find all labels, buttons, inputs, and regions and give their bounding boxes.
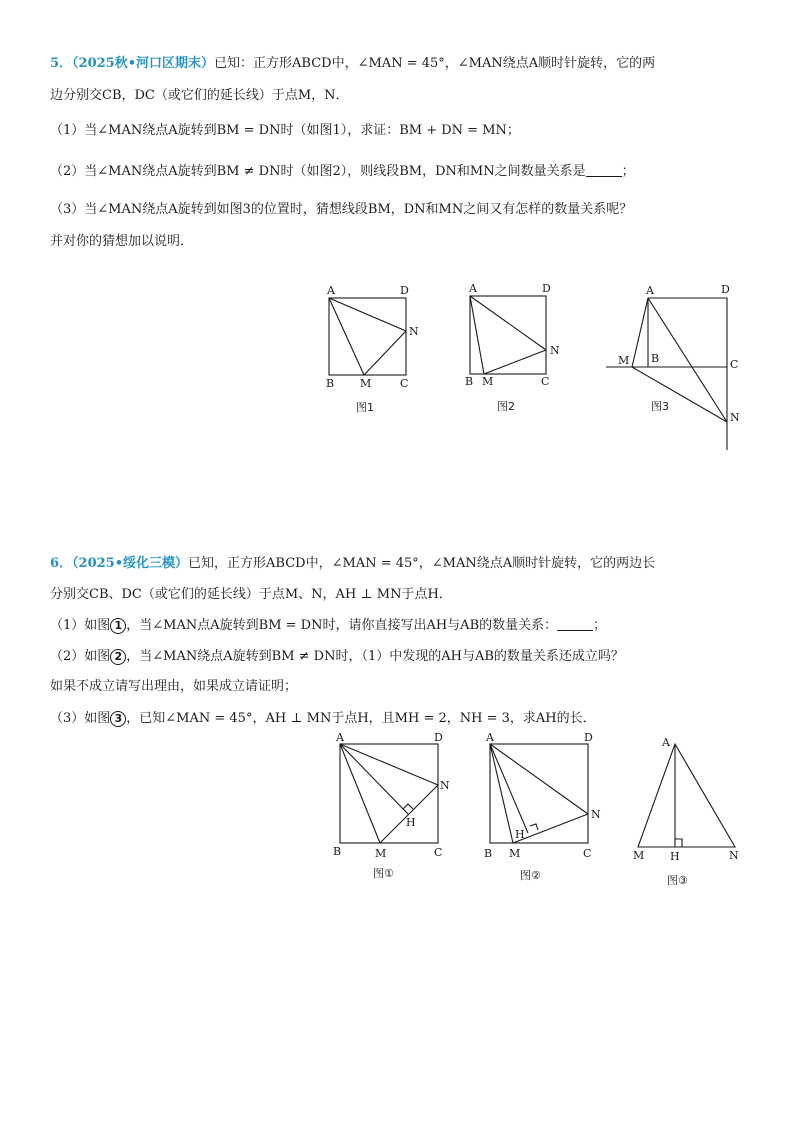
q6-part2c: 如果不成立请写出理由，如果成立请证明； (50, 679, 298, 694)
label-m: M (509, 847, 521, 860)
label-n: N (730, 411, 740, 424)
q6-stem-2: 分别交CB、DC（或它们的延长线）于点M、N，AH ⊥ MN于点H． (50, 587, 452, 602)
right-angle-mark (530, 824, 538, 830)
label-b: B (326, 377, 335, 390)
label-b: B (651, 352, 660, 365)
q6-source: （2025•绥化三模） (72, 556, 189, 571)
q6-part1-b: ，当∠MAN点A旋转到BM = DN时，请你直接写出AH与AB的数量关系： (126, 618, 558, 633)
label-a: A (336, 731, 344, 744)
label-n: N (729, 849, 739, 862)
square (329, 298, 406, 375)
segment-an (470, 296, 546, 350)
q6-part3-b: ，已知∠MAN = 45°，AH ⊥ MN于点H，且MH = 2，NH = 3，求AH的长． (126, 711, 596, 726)
q6-figure-1 (333, 731, 450, 880)
label-a: A (327, 284, 335, 297)
label-b: B (484, 847, 493, 860)
q5-stem-1: 已知：正方形ABCD中，∠MAN = 45°，∠MAN绕点A顺时针旋转，它的两 (214, 56, 656, 71)
segment-mn (484, 350, 546, 374)
right-angle-mark (675, 839, 682, 847)
square (490, 744, 588, 843)
q5-stem-2: 边分别交CB，DC（或它们的延长线）于点M，N． (50, 88, 349, 103)
q5-figure-1 (326, 284, 419, 414)
segment-am (470, 296, 484, 374)
right-angle-mark (403, 804, 413, 809)
label-d: D (434, 731, 443, 744)
label-d: D (721, 283, 730, 296)
segment-am (490, 744, 513, 843)
label-n: N (550, 344, 560, 357)
label-b: B (465, 375, 474, 388)
label-h: H (515, 828, 525, 841)
label-h: H (670, 850, 680, 863)
q6-part3-a: （3）如图 (50, 711, 111, 726)
label-n: N (440, 779, 450, 792)
label-n: N (591, 808, 601, 821)
q5-number: 5． (50, 56, 73, 71)
q5-part2: （2）当∠MAN绕点A旋转到BM ≠ DN时（如图2），则线段BM，DN和MN之间数量关系是 (50, 164, 586, 179)
label-m: M (375, 847, 387, 860)
caption-fig2: 图2 (497, 400, 515, 413)
label-c: C (583, 847, 592, 860)
q6-figure-2 (484, 731, 601, 882)
q6-number: 6． (50, 556, 73, 571)
q5-source: （2025秋•河口区期末） (72, 56, 215, 71)
label-m: M (618, 354, 630, 367)
segment-ah (340, 744, 408, 814)
caption-fig1: 图1 (356, 401, 374, 414)
segment-mn (632, 367, 727, 422)
segment-am (340, 744, 380, 843)
q6-figure-3 (633, 736, 739, 887)
label-d: D (400, 284, 409, 297)
label-d: D (542, 282, 551, 295)
segment-am (632, 298, 648, 367)
label-m: M (482, 375, 494, 388)
q6-part2-b: ，当∠MAN绕点A旋转到BM ≠ DN时，（1）中发现的AH与AB的数量关系还成立吗？ (126, 649, 624, 664)
q5-part3: （3）当∠MAN绕点A旋转到如图3的位置时，猜想线段BM，DN和MN之间又有怎样的数量关系呢？ (50, 202, 633, 217)
q5-figure-2 (465, 282, 560, 413)
square-top-right (648, 298, 727, 450)
label-c: C (400, 377, 409, 390)
label-a: A (646, 284, 654, 297)
circled-3: 3 (110, 711, 126, 727)
q6-part1-end: ； (593, 618, 607, 633)
q6-stem-1: 已知，正方形ABCD中，∠MAN = 45°，∠MAN绕点A顺时针旋转，它的两边长 (188, 556, 656, 571)
label-m: M (633, 849, 645, 862)
label-c: C (434, 846, 443, 859)
label-a: A (486, 731, 494, 744)
q5-part2-end: ； (621, 164, 635, 179)
caption-fig3: 图3 (651, 400, 669, 413)
label-d: D (584, 731, 593, 744)
label-a: A (662, 736, 670, 749)
segment-am (329, 298, 364, 375)
triangle-amn (638, 744, 735, 847)
label-b: B (333, 845, 342, 858)
label-a: A (469, 282, 477, 295)
label-c: C (730, 358, 739, 371)
caption-fig-circ3: 图③ (667, 874, 688, 887)
caption-fig-circ1: 图① (373, 867, 394, 880)
segment-an (340, 744, 438, 785)
circled-1: 1 (110, 618, 126, 634)
segment-an (329, 298, 406, 331)
q5-part1: （1）当∠MAN绕点A旋转到BM = DN时（如图1），求证：BM + DN = MN； (50, 123, 520, 138)
label-m: M (360, 377, 372, 390)
caption-fig-circ2: 图② (520, 869, 541, 882)
q6-part1-a: （1）如图 (50, 618, 111, 633)
q5-figure-3 (606, 283, 740, 450)
segment-mn (364, 331, 406, 375)
q6-part2-a: （2）如图 (50, 649, 111, 664)
circled-2: 2 (110, 649, 126, 665)
label-h: H (406, 816, 416, 829)
q5-part3b: 并对你的猜想加以说明． (50, 234, 194, 249)
label-c: C (541, 375, 550, 388)
label-n: N (409, 325, 419, 338)
